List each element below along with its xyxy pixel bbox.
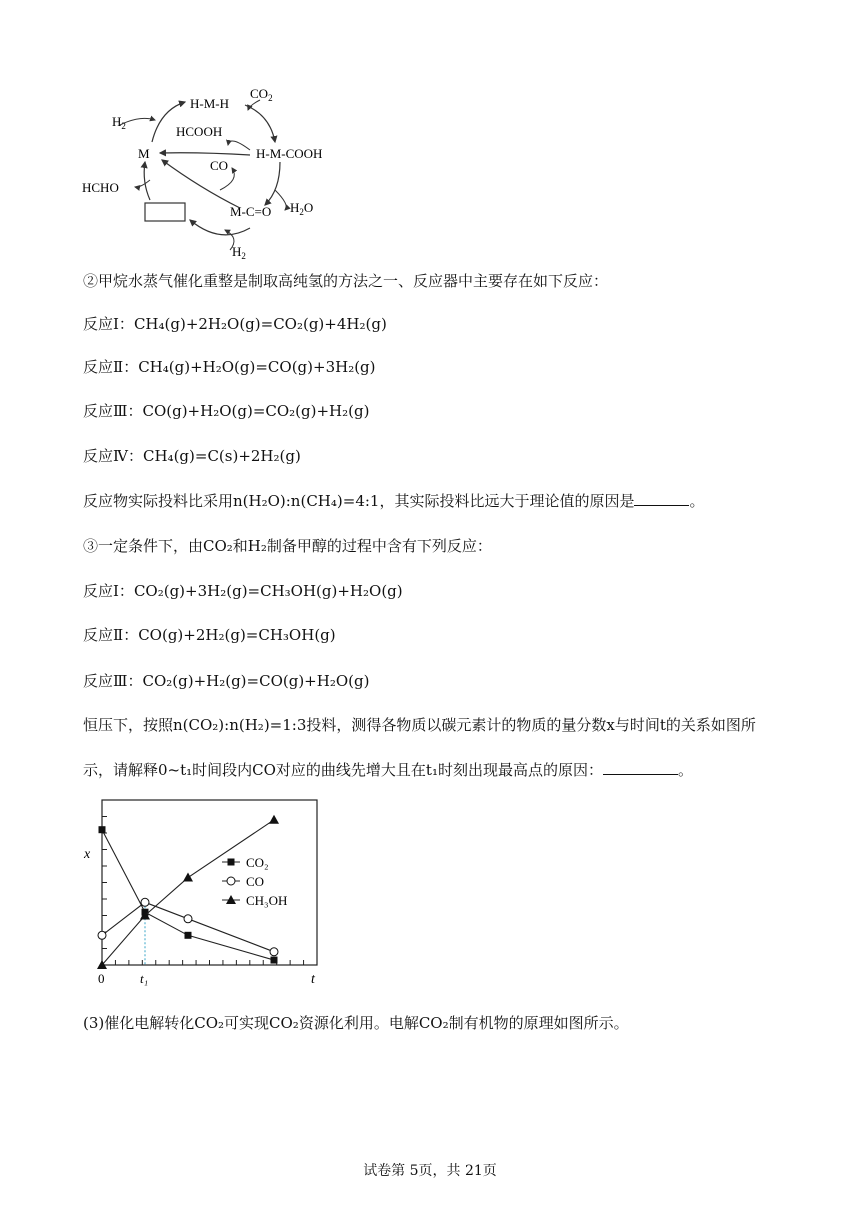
- legend-label: CO: [246, 874, 265, 889]
- label-h2o: $H_2O$: [290, 200, 314, 217]
- arc-mco-to-box: [190, 220, 250, 235]
- data-point-circle: [98, 931, 106, 939]
- plot-frame: [102, 800, 317, 965]
- text-explain-co: 示，请解释0~t₁时间段内CO对应的曲线先增大且在t₁时刻出现最高点的原因： 。: [83, 761, 693, 779]
- label-co2-top: $CO_2$: [250, 86, 273, 103]
- page-footer: 试卷第 5页，共 21页: [363, 1163, 497, 1179]
- text-electrolysis: (3)催化电解转化CO₂可实现CO₂资源化利用。电解CO₂制有机物的原理如图所示。: [83, 1014, 629, 1032]
- reaction-b1: 反应Ⅰ：CO₂(g)+3H₂(g)=CH₃OH(g)+H₂O(g): [83, 582, 403, 600]
- reaction-b3: 反应Ⅲ：CO₂(g)+H₂(g)=CO(g)+H₂O(g): [83, 672, 370, 690]
- data-point-triangle: [183, 873, 193, 882]
- label-hcho: HCHO: [82, 180, 119, 195]
- label-mco: M-C=O: [230, 204, 272, 219]
- legend-marker-circle: [227, 877, 235, 885]
- arc-co2-in: [248, 100, 260, 110]
- label-h2-bottom: $H_2$: [232, 244, 246, 260]
- arc-hcho-out: [135, 180, 150, 187]
- label-hmh: H-M-H: [190, 96, 229, 111]
- label-hmcooh: H-M-COOH: [256, 146, 323, 161]
- arc-hmcooh-to-m: [160, 153, 250, 155]
- text-methanol-intro: ③一定条件下，由CO₂和H₂制备甲醇的过程中含有下列反应：: [83, 537, 492, 555]
- x-tick-label: 0: [98, 971, 105, 986]
- arc-hcooh-out: [228, 141, 250, 150]
- reaction-a1: 反应Ⅰ：CH₄(g)+2H₂O(g)=CO₂(g)+4H₂(g): [83, 315, 387, 333]
- y-axis-label: x: [84, 847, 91, 862]
- legend-label: CO₂: [246, 855, 269, 870]
- reaction-a3: 反应Ⅲ：CO(g)+H₂O(g)=CO₂(g)+H₂(g): [83, 402, 370, 420]
- blank-box: [145, 203, 185, 221]
- x-vs-t-chart: [80, 792, 330, 992]
- arc-h2o-out: [275, 190, 286, 210]
- series-line: [102, 902, 274, 952]
- label-hcooh: HCOOH: [176, 124, 223, 139]
- answer-blank-2[interactable]: [603, 760, 678, 775]
- text-methane-intro: ②甲烷水蒸气催化重整是制取高纯氢的方法之一、反应器中主要存在如下反应：: [83, 272, 609, 290]
- text-constant-pressure: 恒压下，按照n(CO₂):n(H₂)=1:3投料，测得各物质以碳元素计的物质的量分数x与时间t的关系如图所: [83, 716, 756, 734]
- text-feed-ratio: 反应物实际投料比采用n(H₂O):n(CH₄)=4:1，其实际投料比远大于理论值的原因是 。: [83, 492, 705, 510]
- answer-blank[interactable]: [634, 491, 689, 506]
- arc-mco-to-m: [162, 160, 240, 208]
- label-co: CO: [210, 158, 229, 173]
- data-point-circle: [184, 915, 192, 923]
- data-point-circle: [141, 898, 149, 906]
- label-h2-left: $H_2$: [112, 114, 126, 131]
- arc-hmcooh-to-mco: [265, 162, 280, 205]
- data-point-square: [271, 957, 278, 964]
- data-point-circle: [270, 948, 278, 956]
- arc-hmh-to-hmcooh: [245, 105, 275, 142]
- data-point-square: [99, 826, 106, 833]
- reaction-a2: 反应Ⅱ：CH₄(g)+H₂O(g)=CO(g)+3H₂(g): [83, 358, 376, 376]
- catalytic-cycle-diagram: [80, 80, 340, 260]
- data-point-triangle: [269, 815, 279, 824]
- legend-marker-square: [228, 859, 235, 866]
- label-m: M: [138, 146, 150, 161]
- reaction-a4: 反应Ⅳ：CH₄(g)=C(s)+2H₂(g): [83, 447, 301, 465]
- x-tick-label: t₁: [140, 971, 149, 986]
- reaction-b2: 反应Ⅱ：CO(g)+2H₂(g)=CH₃OH(g): [83, 626, 336, 644]
- data-point-square: [185, 932, 192, 939]
- x-axis-label: t: [311, 972, 315, 987]
- legend-label: CH₃OH: [246, 893, 288, 908]
